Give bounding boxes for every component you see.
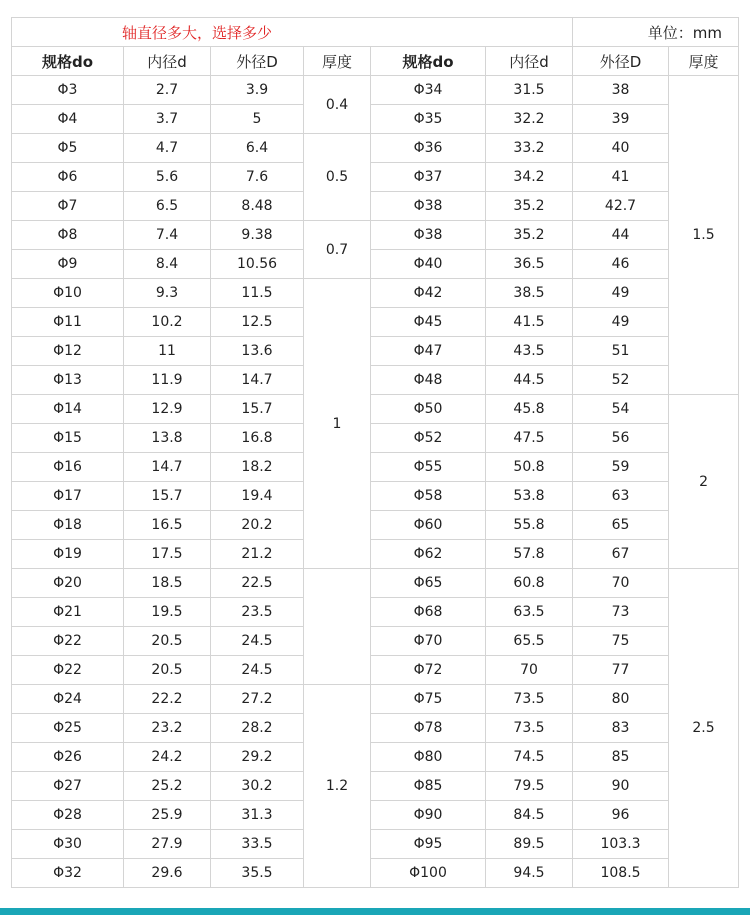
thickness-cell-left: 0.5 [304, 134, 371, 221]
outer-cell-right: 38 [573, 76, 669, 105]
spec-cell-right: Φ58 [371, 482, 486, 511]
inner-cell-left: 24.2 [124, 743, 211, 772]
outer-cell-left: 23.5 [211, 598, 304, 627]
outer-cell-left: 5 [211, 105, 304, 134]
spec-cell-left: Φ11 [12, 308, 124, 337]
inner-cell-right: 73.5 [486, 714, 573, 743]
table-row [12, 859, 739, 888]
table-row [12, 685, 739, 714]
spec-cell-left: Φ4 [12, 105, 124, 134]
outer-cell-right: 41 [573, 163, 669, 192]
outer-cell-left: 22.5 [211, 569, 304, 598]
header-outer-right: 外径D [573, 47, 669, 76]
outer-cell-right: 73 [573, 598, 669, 627]
spec-cell-left: Φ25 [12, 714, 124, 743]
spec-cell-right: Φ85 [371, 772, 486, 801]
outer-cell-left: 10.56 [211, 250, 304, 279]
inner-cell-right: 32.2 [486, 105, 573, 134]
spec-cell-left: Φ30 [12, 830, 124, 859]
outer-cell-right: 56 [573, 424, 669, 453]
table-row [12, 76, 739, 105]
spec-cell-right: Φ35 [371, 105, 486, 134]
inner-cell-left: 4.7 [124, 134, 211, 163]
spec-cell-left: Φ3 [12, 76, 124, 105]
spec-cell-right: Φ52 [371, 424, 486, 453]
outer-cell-left: 16.8 [211, 424, 304, 453]
inner-cell-right: 70 [486, 656, 573, 685]
inner-cell-right: 89.5 [486, 830, 573, 859]
inner-cell-right: 31.5 [486, 76, 573, 105]
thickness-cell-left: 1.2 [304, 685, 371, 888]
spec-cell-left: Φ20 [12, 569, 124, 598]
header-thickness-right: 厚度 [669, 47, 739, 76]
spec-cell-left: Φ9 [12, 250, 124, 279]
inner-cell-right: 50.8 [486, 453, 573, 482]
spec-cell-right: Φ48 [371, 366, 486, 395]
spec-cell-right: Φ75 [371, 685, 486, 714]
inner-cell-left: 14.7 [124, 453, 211, 482]
inner-cell-right: 79.5 [486, 772, 573, 801]
inner-cell-right: 47.5 [486, 424, 573, 453]
table-row [12, 105, 739, 134]
inner-cell-left: 5.6 [124, 163, 211, 192]
inner-cell-left: 3.7 [124, 105, 211, 134]
spec-cell-right: Φ72 [371, 656, 486, 685]
outer-cell-right: 77 [573, 656, 669, 685]
spec-cell-left: Φ10 [12, 279, 124, 308]
table-row [12, 366, 739, 395]
spec-cell-right: Φ50 [371, 395, 486, 424]
spec-cell-left: Φ15 [12, 424, 124, 453]
table-row [12, 656, 739, 685]
outer-cell-left: 29.2 [211, 743, 304, 772]
table-row [12, 569, 739, 598]
outer-cell-left: 20.2 [211, 511, 304, 540]
header-spec-right: 规格do [371, 47, 486, 76]
spec-cell-right: Φ55 [371, 453, 486, 482]
spec-cell-right: Φ37 [371, 163, 486, 192]
outer-cell-right: 39 [573, 105, 669, 134]
inner-cell-right: 41.5 [486, 308, 573, 337]
spec-cell-right: Φ95 [371, 830, 486, 859]
thickness-cell-right: 1.5 [669, 76, 739, 395]
table-row [12, 743, 739, 772]
table-row [12, 250, 739, 279]
inner-cell-right: 35.2 [486, 221, 573, 250]
table-row [12, 453, 739, 482]
inner-cell-right: 33.2 [486, 134, 573, 163]
thickness-cell-right: 2 [669, 395, 739, 569]
table-row [12, 627, 739, 656]
outer-cell-left: 13.6 [211, 337, 304, 366]
outer-cell-left: 27.2 [211, 685, 304, 714]
outer-cell-right: 85 [573, 743, 669, 772]
spec-cell-right: Φ38 [371, 221, 486, 250]
outer-cell-left: 14.7 [211, 366, 304, 395]
table-row [12, 772, 739, 801]
header-spec-left: 规格do [12, 47, 124, 76]
outer-cell-right: 96 [573, 801, 669, 830]
table-row [12, 801, 739, 830]
spec-cell-left: Φ22 [12, 656, 124, 685]
inner-cell-left: 25.2 [124, 772, 211, 801]
spec-cell-left: Φ5 [12, 134, 124, 163]
caption-row [12, 18, 739, 47]
inner-cell-right: 74.5 [486, 743, 573, 772]
inner-cell-right: 36.5 [486, 250, 573, 279]
spec-cell-left: Φ27 [12, 772, 124, 801]
spec-cell-left: Φ21 [12, 598, 124, 627]
spec-cell-right: Φ65 [371, 569, 486, 598]
outer-cell-left: 3.9 [211, 76, 304, 105]
spec-cell-left: Φ17 [12, 482, 124, 511]
header-thickness-left: 厚度 [304, 47, 371, 76]
inner-cell-left: 29.6 [124, 859, 211, 888]
outer-cell-right: 49 [573, 308, 669, 337]
spec-cell-left: Φ8 [12, 221, 124, 250]
table-row [12, 337, 739, 366]
outer-cell-right: 49 [573, 279, 669, 308]
inner-cell-right: 44.5 [486, 366, 573, 395]
spec-cell-right: Φ60 [371, 511, 486, 540]
outer-cell-left: 19.4 [211, 482, 304, 511]
header-inner-left: 内径d [124, 47, 211, 76]
spec-cell-right: Φ68 [371, 598, 486, 627]
inner-cell-right: 45.8 [486, 395, 573, 424]
thickness-cell-left: 1 [304, 279, 371, 569]
outer-cell-right: 103.3 [573, 830, 669, 859]
outer-cell-right: 42.7 [573, 192, 669, 221]
spec-cell-left: Φ22 [12, 627, 124, 656]
spec-cell-right: Φ62 [371, 540, 486, 569]
inner-cell-right: 55.8 [486, 511, 573, 540]
outer-cell-left: 6.4 [211, 134, 304, 163]
outer-cell-left: 35.5 [211, 859, 304, 888]
table-row [12, 308, 739, 337]
bottom-accent-bar [0, 908, 750, 915]
spec-cell-left: Φ18 [12, 511, 124, 540]
inner-cell-left: 11.9 [124, 366, 211, 395]
inner-cell-right: 73.5 [486, 685, 573, 714]
inner-cell-left: 9.3 [124, 279, 211, 308]
inner-cell-right: 57.8 [486, 540, 573, 569]
outer-cell-left: 28.2 [211, 714, 304, 743]
inner-cell-left: 20.5 [124, 656, 211, 685]
outer-cell-right: 108.5 [573, 859, 669, 888]
spec-cell-right: Φ34 [371, 76, 486, 105]
inner-cell-right: 53.8 [486, 482, 573, 511]
spec-cell-right: Φ38 [371, 192, 486, 221]
outer-cell-left: 33.5 [211, 830, 304, 859]
table-row [12, 511, 739, 540]
outer-cell-left: 9.38 [211, 221, 304, 250]
table-row [12, 598, 739, 627]
outer-cell-right: 54 [573, 395, 669, 424]
spec-cell-right: Φ78 [371, 714, 486, 743]
inner-cell-left: 15.7 [124, 482, 211, 511]
inner-cell-left: 2.7 [124, 76, 211, 105]
outer-cell-right: 44 [573, 221, 669, 250]
inner-cell-left: 17.5 [124, 540, 211, 569]
outer-cell-left: 12.5 [211, 308, 304, 337]
outer-cell-right: 59 [573, 453, 669, 482]
spec-cell-left: Φ28 [12, 801, 124, 830]
inner-cell-right: 34.2 [486, 163, 573, 192]
inner-cell-left: 8.4 [124, 250, 211, 279]
unit-label: 单位：mm [573, 18, 739, 47]
header-row [12, 47, 739, 76]
spec-sheet [11, 17, 738, 888]
spec-cell-right: Φ40 [371, 250, 486, 279]
spec-cell-left: Φ14 [12, 395, 124, 424]
inner-cell-right: 35.2 [486, 192, 573, 221]
spec-cell-right: Φ45 [371, 308, 486, 337]
table-row [12, 163, 739, 192]
inner-cell-left: 7.4 [124, 221, 211, 250]
thickness-cell-left [304, 569, 371, 685]
outer-cell-right: 63 [573, 482, 669, 511]
outer-cell-right: 80 [573, 685, 669, 714]
inner-cell-right: 63.5 [486, 598, 573, 627]
table-row [12, 221, 739, 250]
inner-cell-left: 20.5 [124, 627, 211, 656]
outer-cell-right: 40 [573, 134, 669, 163]
inner-cell-left: 27.9 [124, 830, 211, 859]
spec-cell-right: Φ42 [371, 279, 486, 308]
outer-cell-left: 8.48 [211, 192, 304, 221]
spec-cell-right: Φ47 [371, 337, 486, 366]
spec-cell-left: Φ19 [12, 540, 124, 569]
table-body [12, 76, 739, 888]
inner-cell-right: 94.5 [486, 859, 573, 888]
outer-cell-right: 51 [573, 337, 669, 366]
outer-cell-left: 24.5 [211, 656, 304, 685]
outer-cell-left: 24.5 [211, 627, 304, 656]
inner-cell-left: 25.9 [124, 801, 211, 830]
spec-cell-left: Φ16 [12, 453, 124, 482]
spec-cell-right: Φ100 [371, 859, 486, 888]
inner-cell-right: 43.5 [486, 337, 573, 366]
outer-cell-right: 67 [573, 540, 669, 569]
spec-cell-right: Φ90 [371, 801, 486, 830]
spec-cell-left: Φ26 [12, 743, 124, 772]
inner-cell-left: 10.2 [124, 308, 211, 337]
outer-cell-right: 65 [573, 511, 669, 540]
thickness-cell-left: 0.7 [304, 221, 371, 279]
table-title: 轴直径多大，选择多少 [12, 18, 573, 47]
spec-cell-left: Φ12 [12, 337, 124, 366]
header-outer-left: 外径D [211, 47, 304, 76]
outer-cell-right: 75 [573, 627, 669, 656]
table-row [12, 830, 739, 859]
outer-cell-left: 30.2 [211, 772, 304, 801]
spec-cell-left: Φ13 [12, 366, 124, 395]
inner-cell-left: 23.2 [124, 714, 211, 743]
table-row [12, 424, 739, 453]
inner-cell-left: 18.5 [124, 569, 211, 598]
outer-cell-left: 15.7 [211, 395, 304, 424]
table-row [12, 482, 739, 511]
spec-cell-right: Φ80 [371, 743, 486, 772]
spec-cell-right: Φ70 [371, 627, 486, 656]
outer-cell-right: 90 [573, 772, 669, 801]
inner-cell-left: 6.5 [124, 192, 211, 221]
spec-cell-left: Φ7 [12, 192, 124, 221]
spec-cell-left: Φ32 [12, 859, 124, 888]
table-row [12, 192, 739, 221]
inner-cell-right: 84.5 [486, 801, 573, 830]
outer-cell-right: 70 [573, 569, 669, 598]
outer-cell-right: 46 [573, 250, 669, 279]
table-row [12, 279, 739, 308]
outer-cell-left: 18.2 [211, 453, 304, 482]
inner-cell-left: 19.5 [124, 598, 211, 627]
inner-cell-left: 13.8 [124, 424, 211, 453]
table-row [12, 714, 739, 743]
spec-cell-left: Φ6 [12, 163, 124, 192]
inner-cell-right: 60.8 [486, 569, 573, 598]
inner-cell-right: 38.5 [486, 279, 573, 308]
outer-cell-left: 7.6 [211, 163, 304, 192]
thickness-cell-left: 0.4 [304, 76, 371, 134]
outer-cell-left: 31.3 [211, 801, 304, 830]
spec-cell-right: Φ36 [371, 134, 486, 163]
inner-cell-left: 11 [124, 337, 211, 366]
outer-cell-right: 52 [573, 366, 669, 395]
spec-cell-left: Φ24 [12, 685, 124, 714]
outer-cell-left: 11.5 [211, 279, 304, 308]
table-row [12, 395, 739, 424]
outer-cell-left: 21.2 [211, 540, 304, 569]
outer-cell-right: 83 [573, 714, 669, 743]
inner-cell-right: 65.5 [486, 627, 573, 656]
table-row [12, 134, 739, 163]
inner-cell-left: 16.5 [124, 511, 211, 540]
thickness-cell-right: 2.5 [669, 569, 739, 888]
spec-table [11, 17, 739, 888]
header-inner-right: 内径d [486, 47, 573, 76]
inner-cell-left: 22.2 [124, 685, 211, 714]
table-row [12, 540, 739, 569]
inner-cell-left: 12.9 [124, 395, 211, 424]
